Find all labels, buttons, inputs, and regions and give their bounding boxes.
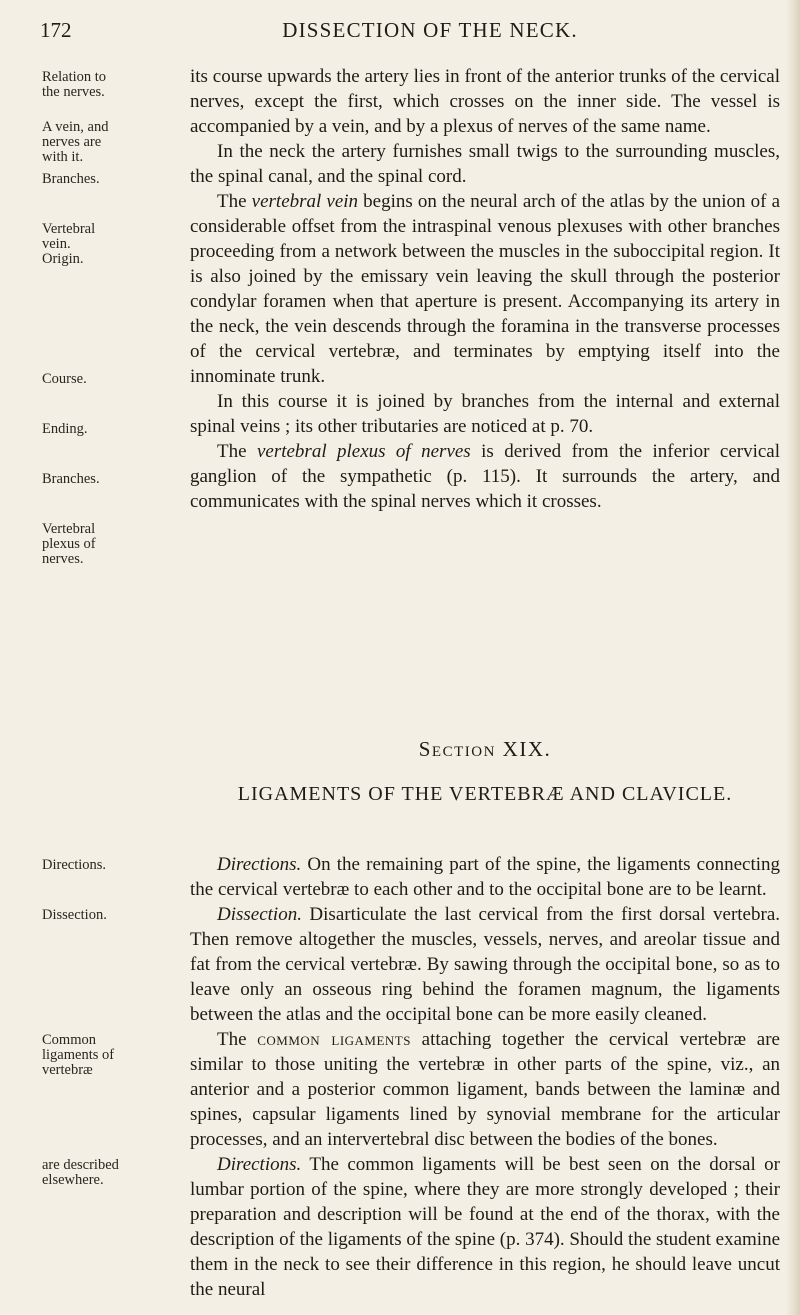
paragraph-course: its course upwards the artery lies in front of the anterior trunks of the cervical nerves, except the first, which crosses on the inner side. The vessel is accompanied by a vein, and by a plexus of nerves of the same name. xyxy=(190,66,780,137)
body-block-vertebral xyxy=(190,64,780,514)
text-run: The xyxy=(217,441,257,462)
margin-note-common-ligaments: Common ligaments of vertebræ xyxy=(42,1032,115,1078)
text-run: Disarticulate the last cervical from the first dorsal vertebra. Then remove altogether the muscles, vessels, nerves, and areolar tissue and fat from the cervical vertebræ. By sawing through the occipital bone, so as to leave only an osseous ring behind the foramen magnum, the ligaments between the atlas and the occipital bone can be more easily cleaned. xyxy=(190,904,780,1025)
text-run: The xyxy=(217,191,252,212)
term-directions: Directions. xyxy=(217,854,302,875)
margin-note-vertebral-vein: Vertebral vein. xyxy=(42,221,96,252)
text-run: The xyxy=(217,1029,258,1050)
margin-note-dissection: Dissection. xyxy=(42,907,107,923)
paragraph-branches: In the neck the artery furnishes small twigs to the surrounding muscles, the spinal canal, and the spinal cord. xyxy=(190,141,780,187)
page-header xyxy=(40,12,770,52)
margin-note-described-elsewhere: are described elsewhere. xyxy=(42,1157,119,1188)
section-title: Section XIX. xyxy=(418,737,552,761)
body-block-ligaments xyxy=(190,852,780,1302)
term-common-ligaments: common ligaments xyxy=(257,1029,411,1050)
term-vertebral-vein: vertebral vein xyxy=(251,191,359,212)
text-run: On the remaining part of the spine, the ligaments connecting the cervical vertebræ to each other and to the occipital bone are to be learnt. xyxy=(190,854,780,900)
paragraph-dissection xyxy=(190,902,780,1027)
text-run: The common ligaments will be best seen on the dorsal or lumbar portion of the spine, where they are more strongly developed ; their preparation and description will be found at the end of the thorax, with the description of the ligaments of the spine (p. 374). Should the student examine them in the neck to see their difference in this region, he should leave uncut the neural xyxy=(190,1154,780,1300)
paragraph-common-ligaments xyxy=(190,1027,780,1152)
section-subtitle: LIGAMENTS OF THE VERTEBRÆ AND CLAVICLE. xyxy=(237,783,733,805)
paragraph-directions-2 xyxy=(190,1152,780,1302)
term-vertebral-plexus: vertebral plexus of nerves xyxy=(256,441,471,462)
text-run: begins on the neural arch of the atlas by the union of a considerable offset from the intraspinal venous plexuses with other branches proceeding from a network between the muscles in the suboccipital region. It is also joined by the emissary vein leaving the skull through the posterior condylar foramen when that aperture is present. Accompanying its artery in the neck, the vein descends through the foramina in the transverse processes of the cervical vertebræ, and terminates by emptying itself into the innominate trunk. xyxy=(190,191,781,387)
term-dissection: Dissection. xyxy=(217,904,302,925)
page-edge xyxy=(786,0,800,1315)
running-head: DISSECTION OF THE NECK. xyxy=(282,18,578,42)
margin-note-course: Course. xyxy=(42,371,87,387)
margin-note-branches-2: Branches. xyxy=(42,471,100,487)
margin-note-vein-nerves: A vein, and nerves are with it. xyxy=(42,119,109,165)
term-directions-2: Directions. xyxy=(217,1154,302,1175)
page-number: 172 xyxy=(40,18,72,42)
margin-note-directions-1: Directions. xyxy=(42,857,107,873)
text-run: is derived from the inferior cervical ganglion of the sympathetic (p. 115). It surrounds the artery, and communicates with the spinal nerves which it crosses. xyxy=(190,441,780,512)
margin-note-branches-1: Branches. xyxy=(42,171,100,187)
paragraph-vertebral-plexus xyxy=(190,439,780,514)
margin-note-vertebral-plexus: Vertebral plexus of nerves. xyxy=(42,521,96,567)
paragraph-vertebral-vein xyxy=(190,189,780,389)
paragraph-directions xyxy=(190,852,780,902)
text-run: attaching together the cervical vertebræ are similar to those uniting the vertebræ in other parts of the spine, viz., an anterior and a posterior common ligament, bands between the laminæ and spines, capsular ligaments lined by synovial membrane for the articular processes, and an intervertebral disc between the bodies of the bones. xyxy=(190,1029,780,1150)
margin-note-ending: Ending. xyxy=(42,421,88,437)
paragraph-vein-branches: In this course it is joined by branches from the internal and external spinal veins ; its other tributaries are noticed at p. 70. xyxy=(190,391,780,437)
margin-note-origin: Origin. xyxy=(42,251,84,267)
margin-note-relation: Relation to the nerves. xyxy=(42,69,107,100)
